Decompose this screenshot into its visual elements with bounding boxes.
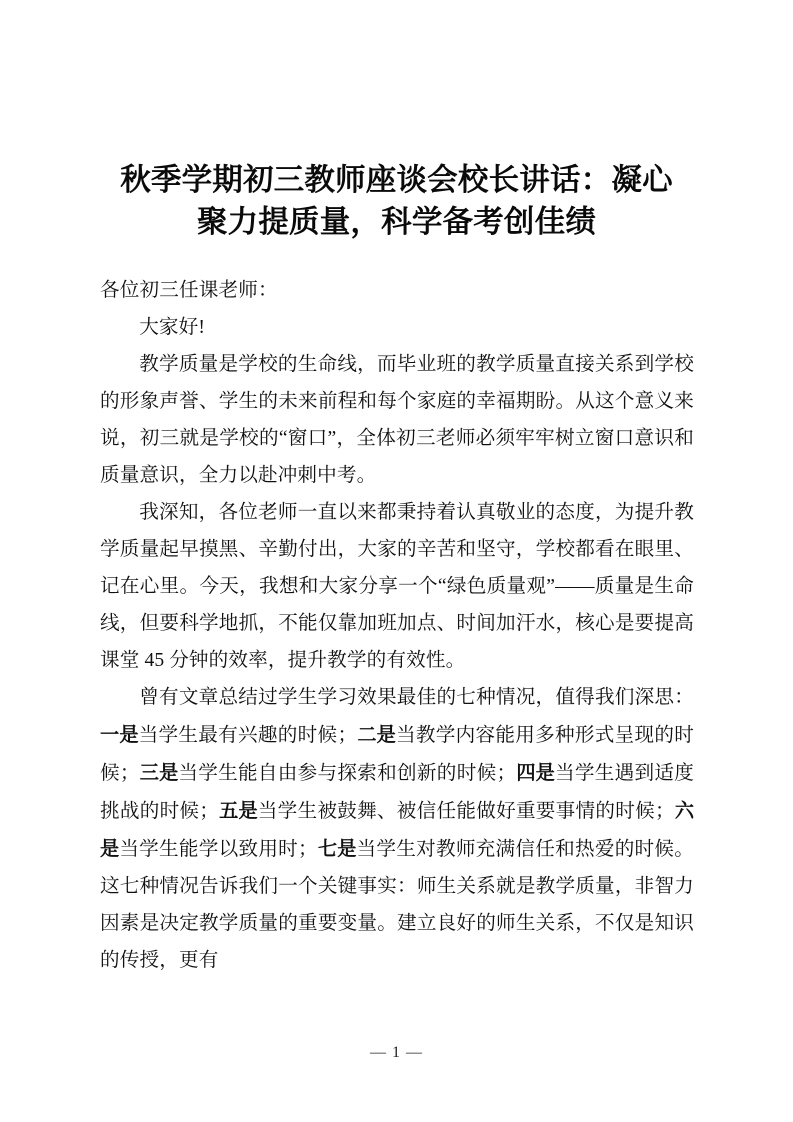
seven-situations-tail: 这七种情况告诉我们一个关键事实：师生关系就是教学质量，非智力因素是决定教学质量的重要变量。建立良好的师生关系，不仅是知识的传授，更有 [100, 876, 694, 971]
paragraph-green-quality-view [100, 494, 694, 679]
class-minutes-value: 45 [144, 650, 165, 671]
enumeration-marker-3: 三是 [139, 761, 179, 784]
paragraph-seven-situations [100, 679, 694, 979]
enumeration-marker-2: 二是 [357, 723, 396, 746]
page-title [100, 160, 693, 244]
paragraph-green-quality-view-part-b: 分钟的效率，提升教学的有效性。 [164, 650, 466, 671]
enumeration-marker-5: 五是 [219, 799, 258, 822]
page-number-footer: — 1 — [370, 1044, 423, 1061]
enumeration-text-7: 当学生对教师充满信任和热爱的时候。 [356, 839, 695, 860]
enumeration-marker-1: 一是 [100, 723, 139, 746]
enumeration-text-1: 当学生最有兴趣的时候； [138, 725, 358, 746]
seven-situations-lead: 曾有文章总结过学生学习效果最佳的七种情况，值得我们深思： [139, 687, 694, 708]
page-title-line-1: 秋季学期初三教师座谈会校长讲话：凝心 [120, 163, 673, 199]
document-body [100, 272, 694, 979]
paragraph-green-quality-view-part-a: 我深知，各位老师一直以来都秉持着认真敬业的态度，为提升教学质量起早摸黑、辛勤付出，大家的辛苦和坚守，学校都看在眼里、记在心里。今天，我想和大家分享一个“绿色质量观”——质量是生命线，但要科学地抓，不能仅靠加班加点、时间加汗水，核心是要提高课堂 [100, 502, 694, 671]
enumeration-marker-4: 四是 [516, 761, 555, 784]
page-title-line-2: 聚力提质量，科学备考创佳绩 [196, 205, 597, 241]
enumeration-text-4: 当学生遇到适度挑战的时候； [100, 763, 694, 822]
enumeration-text-3: 当学生能自由参与探索和创新的时候； [178, 763, 517, 784]
salutation-line: 各位初三任课老师： [100, 280, 278, 301]
enumeration-text-2: 当教学内容能用多种形式呈现的时候； [100, 725, 695, 784]
enumeration-text-6: 当学生能学以致用时； [119, 839, 318, 860]
enumeration-marker-6: 六是 [100, 799, 695, 860]
enumeration-marker-7: 七是 [317, 837, 357, 860]
paragraph-quality-lifeline: 教学质量是学校的生命线，而毕业班的教学质量直接关系到学校的形象声誉、学生的未来前程和每个家庭的幸福期盼。从这个意义来说，初三就是学校的“窗口”，全体初三老师必须牢牢树立窗口意识和质量意识，全力以赴冲刺中考。 [100, 354, 694, 486]
greeting-line: 大家好! [139, 317, 206, 338]
enumeration-text-5: 当学生被鼓舞、被信任能做好重要事情的时候； [257, 801, 675, 822]
